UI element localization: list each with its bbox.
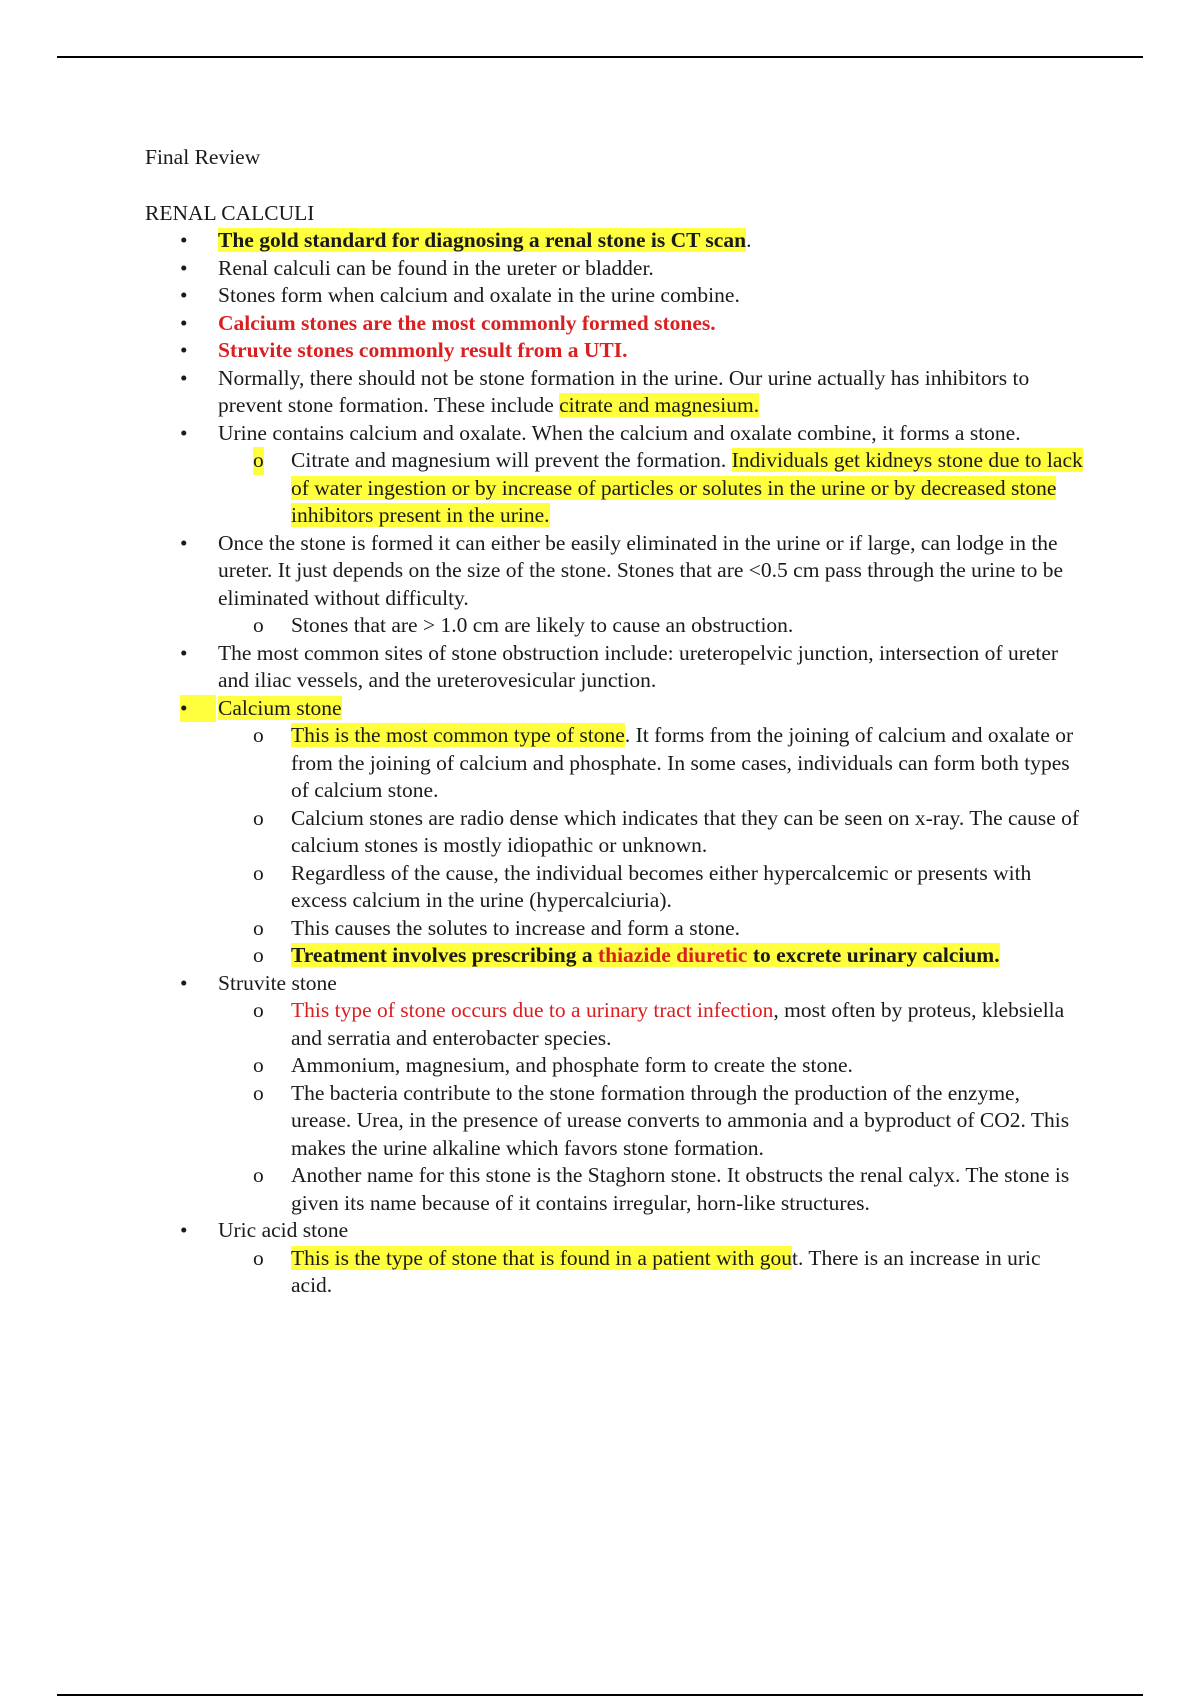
sub-list [218, 447, 1085, 530]
list-item [145, 1217, 1085, 1300]
sub-list-item [218, 1052, 1085, 1080]
list-item [145, 695, 1085, 970]
sub-item-text-red: thiazide diuretic [597, 943, 748, 967]
item-text-highlighted: Calcium stone [218, 695, 342, 720]
item-text-highlighted: The gold standard for diagnosing a renal stone is CT scan [218, 228, 747, 252]
sub-list-item [218, 1080, 1085, 1163]
footer-rule [57, 1694, 1143, 1696]
sub-list-item [218, 805, 1085, 860]
item-text-red: Calcium stones are the most commonly formed stones. [218, 310, 716, 335]
sub-item-text: Regardless of the cause, the individual becomes either hypercalcemic or presents with excess calcium in the urine (hypercalciuria). [291, 860, 1032, 912]
item-text: Urine contains calcium and oxalate. When the calcium and oxalate combine, it forms a stone. [218, 420, 1021, 445]
sub-item-text-highlighted: Treatment involves prescribing a [291, 943, 598, 967]
item-text: Once the stone is formed it can either be easily eliminated in the urine or if large, can lodge in the ureter. It just depends on the size of the stone. Stones that are <0.5 cm pass through the urine to be eliminated without difficulty. [218, 530, 1064, 610]
sub-item-text-highlighted: This is the type of stone that is found in a patient with gou [291, 1245, 792, 1270]
sub-item-text: Ammonium, magnesium, and phosphate form to create the stone. [291, 1053, 853, 1077]
bullet-list [145, 227, 1085, 1300]
item-text: Uric acid stone [218, 1218, 349, 1242]
list-item [145, 282, 1085, 310]
sub-list-item [218, 722, 1085, 805]
sub-list [218, 997, 1085, 1217]
sub-list-item [218, 447, 1085, 530]
list-item [145, 420, 1085, 530]
document-body [145, 144, 1085, 1300]
sub-item-text: The bacteria contribute to the stone formation through the production of the enzyme, urease. Urea, in the presence of urease converts to ammonia and a byproduct of CO2. This makes the urine alkaline which favors stone formation. [291, 1080, 1070, 1160]
sub-list-item [218, 612, 1085, 640]
sub-item-text: Citrate and magnesium will prevent the formation. [291, 448, 732, 472]
sub-list-item [218, 1245, 1085, 1300]
item-text: Normally, there should not be stone formation in the urine. Our urine actually has inhibitors to prevent stone formation. These include [218, 365, 1030, 417]
list-item [145, 310, 1085, 338]
list-item [145, 530, 1085, 640]
item-text: The most common sites of stone obstruction include: ureteropelvic junction, intersection of ureter and iliac vessels, and the ureterovesicular junction. [218, 640, 1059, 692]
sub-list-item [218, 915, 1085, 943]
sub-item-text: Stones that are > 1.0 cm are likely to cause an obstruction. [291, 613, 794, 637]
sub-list-item [218, 942, 1085, 970]
sub-item-text-highlighted: Individuals get kidneys stone due to lack of water ingestion or by increase of particles or solutes in the urine or by decreased stone inhibitors present in the urine. [291, 448, 1083, 527]
sub-item-text: This causes the solutes to increase and form a stone. [291, 915, 740, 940]
list-item [145, 970, 1085, 1218]
sub-item-text: , most often by proteus, klebsiella and serratia and enterobacter species. [291, 998, 1065, 1050]
list-item [145, 227, 1085, 255]
item-text: Stones form when calcium and oxalate in the urine combine. [218, 283, 740, 307]
sub-item-text: Another name for this stone is the Staghorn stone. It obstructs the renal calyx. The stone is given its name because of it contains irregular, horn-like structures. [291, 1163, 1070, 1215]
item-text: Renal calculi can be found in the ureter or bladder. [218, 255, 654, 280]
sub-item-text: . It forms from the joining of calcium and oxalate or from the joining of calcium and phosphate. In some cases, individuals can form both types of calcium stone. [291, 723, 1074, 802]
item-text: Struvite stone [218, 970, 337, 995]
section-heading: RENAL CALCULI [145, 200, 315, 225]
sub-list-item [218, 860, 1085, 915]
item-text-highlighted: citrate and magnesium. [559, 393, 760, 417]
sub-item-text-red: This type of stone occurs due to a urinary tract infection [291, 998, 774, 1022]
document-title: Final Review [145, 145, 261, 169]
list-item [145, 255, 1085, 283]
list-item [145, 640, 1085, 695]
item-text: . [746, 228, 752, 252]
sub-list-item [218, 997, 1085, 1052]
sub-item-text-highlighted: to excrete urinary calcium. [747, 943, 1000, 967]
sub-list [218, 1245, 1085, 1300]
sub-item-text: t. There is an increase in uric acid. [291, 1245, 1041, 1297]
sub-list [218, 612, 1085, 640]
sub-list-item [218, 1162, 1085, 1217]
list-item [145, 337, 1085, 365]
sub-item-text: Calcium stones are radio dense which indicates that they can be seen on x-ray. The cause of calcium stones is mostly idiopathic or unknown. [291, 805, 1080, 857]
sub-list [218, 722, 1085, 970]
sub-item-text-highlighted: This is the most common type of stone [291, 723, 625, 747]
list-item [145, 365, 1085, 420]
header-rule [57, 56, 1143, 58]
item-text-red: Struvite stones commonly result from a UTI. [218, 338, 628, 362]
